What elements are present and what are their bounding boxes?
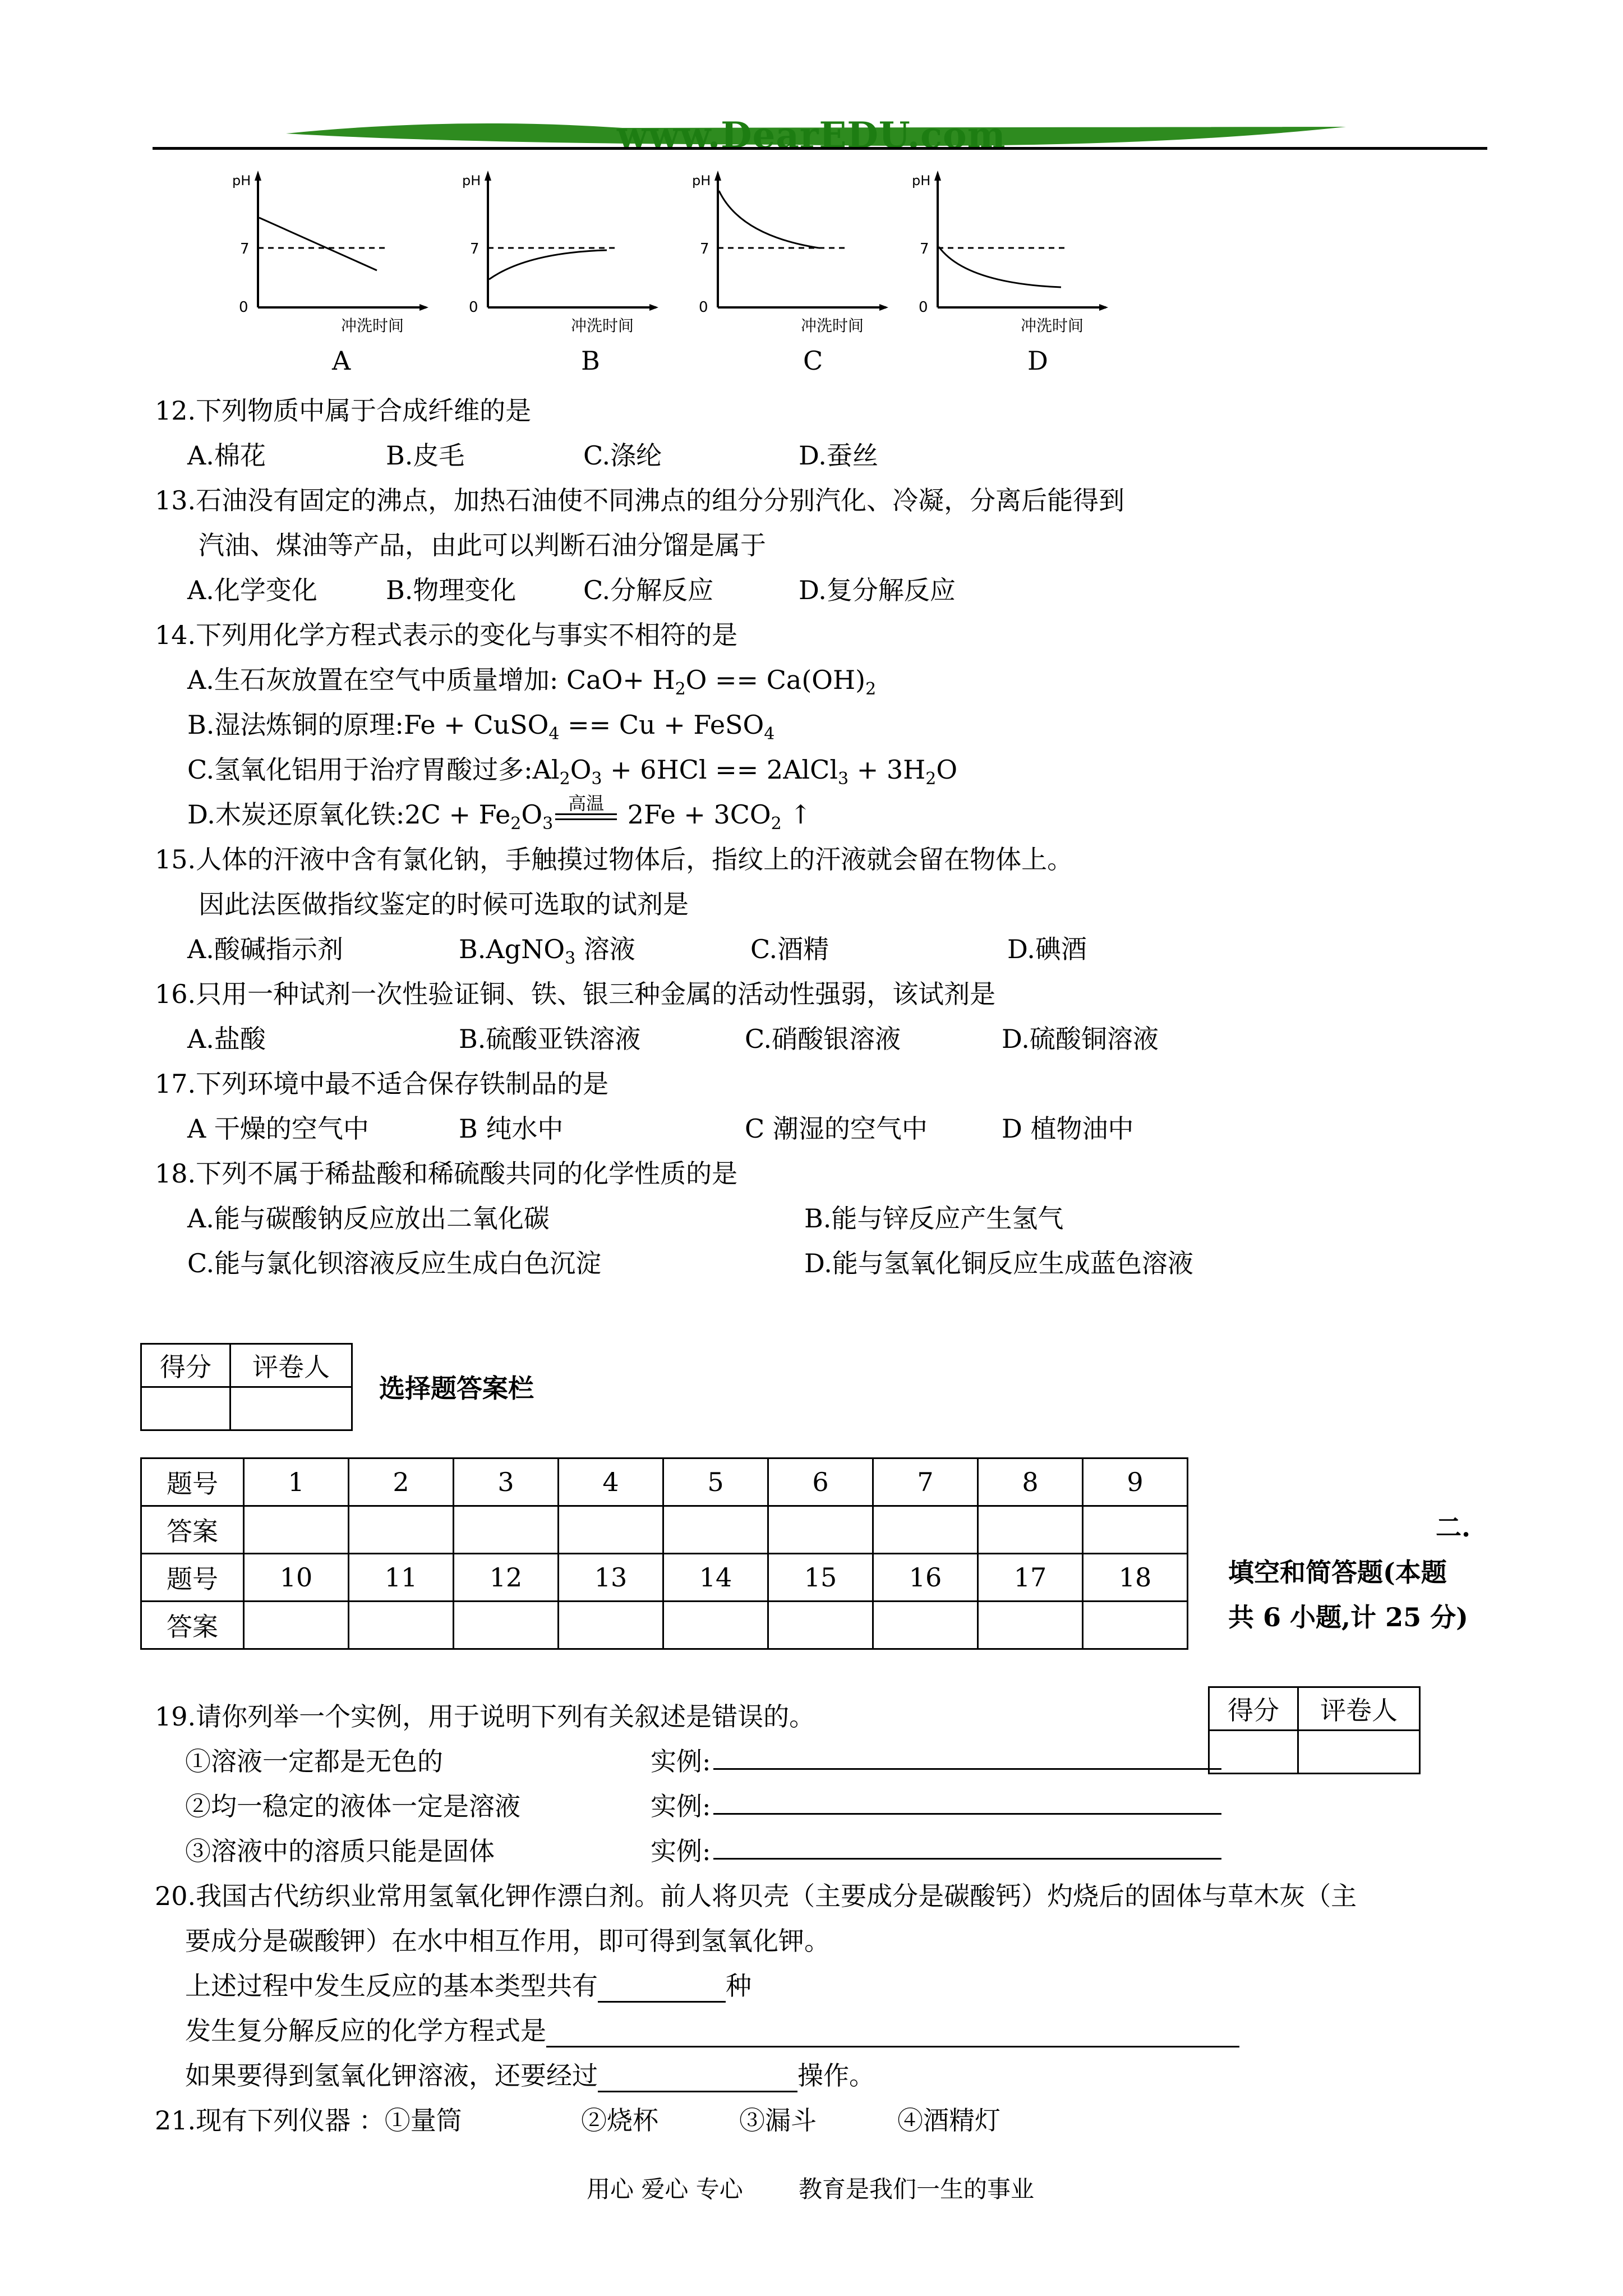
q-number: 5 [663, 1458, 768, 1506]
graph-label-b: B [581, 346, 600, 376]
q-number: 10 [244, 1554, 349, 1602]
ph-graphs [230, 168, 1352, 337]
q21-stem: 21.现有下列仪器 ：①量筒 [155, 2105, 462, 2136]
q19-example-blank-3[interactable] [713, 1858, 1221, 1860]
q17-option-b: B 纯水中 [459, 1114, 564, 1144]
q20-blank-operation[interactable] [598, 2070, 797, 2092]
row-label-answer: 答案 [141, 1602, 244, 1649]
answer-cell[interactable] [1083, 1506, 1188, 1554]
graph-a-tick-7: 7 [240, 241, 250, 257]
answer-cell[interactable] [663, 1506, 768, 1554]
q19-example-label-3: 实例: [651, 1836, 711, 1866]
graph-c-y-label: pH [692, 173, 711, 188]
q-number: 6 [768, 1458, 873, 1506]
q-number: 9 [1083, 1458, 1188, 1506]
q20-blank-equation[interactable] [546, 2026, 1239, 2047]
graph-d-y-label: pH [912, 173, 931, 188]
q14-option-c: C.氢氧化铝用于治疗胃酸过多$:Al_2O_3 + 6HCl$ == 2AlCl$_3$ + $3H_2O$ [187, 754, 958, 789]
graph-a-x-arrow [419, 304, 428, 311]
q12-option-a: A.棉花 [187, 440, 266, 471]
q19-item-1: ①溶液一定都是无色的 [185, 1746, 443, 1777]
graph-c-y-arrow [714, 171, 721, 181]
q21-item-2: ②烧杯 [581, 2105, 658, 2136]
q12-stem: 12.下列物质中属于合成纤维的是 [155, 395, 532, 426]
q-number: 4 [559, 1458, 663, 1506]
q-number: 16 [873, 1554, 978, 1602]
q-number: 2 [349, 1458, 454, 1506]
q-number: 15 [768, 1554, 873, 1602]
q-number: 13 [559, 1554, 663, 1602]
answer-cell[interactable] [454, 1602, 559, 1649]
q20-stem: 20.我国古代纺织业常用氢氧化钾作漂白剂。前人将贝壳（主要成分是碳酸钙）灼烧后的固体与草木灰（主 [155, 1881, 1357, 1911]
site-logo: www.DearEDU.com [617, 114, 1006, 157]
graph-d-y-arrow [934, 171, 941, 181]
answer-cell[interactable] [559, 1506, 663, 1554]
graph-c-x-label: 冲洗时间 [801, 316, 864, 335]
graph-c-origin: 0 [699, 299, 708, 316]
graph-b-x-label: 冲洗时间 [571, 316, 634, 335]
graph-c-x-arrow [879, 304, 888, 311]
q12-option-b: B.皮毛 [386, 440, 465, 471]
q-number: 3 [454, 1458, 559, 1506]
q13-option-a: A.化学变化 [187, 575, 317, 605]
answer-grid [140, 1457, 1188, 1650]
section2-title: 填空和简答题(本题 [1228, 1557, 1447, 1588]
q-number: 11 [349, 1554, 454, 1602]
q19-stem: 19.请你列举一个实例，用于说明下列有关叙述是错误的。 [155, 1701, 815, 1732]
q-number: 7 [873, 1458, 978, 1506]
grader-cell[interactable] [1298, 1731, 1420, 1774]
answer-cell[interactable] [663, 1602, 768, 1649]
q16-option-b: B.硫酸亚铁溶液 [459, 1024, 641, 1054]
header-rule [153, 147, 1487, 150]
q13-option-b: B.物理变化 [386, 575, 517, 605]
answer-cell[interactable] [768, 1602, 873, 1649]
graph-c-tick-7: 7 [700, 241, 709, 257]
q19-item-2: ②均一稳定的液体一定是溶液 [185, 1791, 520, 1821]
q13-stem-cont: 汽油、煤油等产品，由此可以判断石油分馏是属于 [199, 530, 766, 560]
graph-a-origin: 0 [239, 299, 248, 316]
grader-label: 评卷人 [1298, 1687, 1420, 1731]
graph-a-x-label: 冲洗时间 [341, 316, 404, 335]
q-number: 1 [244, 1458, 349, 1506]
q20-line2: 发生复分解反应的化学方程式是 [185, 2010, 1239, 2047]
q18-option-b: B.能与锌反应产生氢气 [804, 1203, 1064, 1234]
answer-cell[interactable] [244, 1602, 349, 1649]
q-number: 17 [978, 1554, 1083, 1602]
q12-option-d: D.蚕丝 [799, 440, 878, 471]
answer-cell[interactable] [559, 1602, 663, 1649]
q-number: 8 [978, 1458, 1083, 1506]
q17-option-c: C 潮湿的空气中 [745, 1114, 928, 1144]
answer-cell[interactable] [349, 1506, 454, 1554]
answer-section-title: 选择题答案栏 [379, 1373, 534, 1404]
q13-stem: 13.石油没有固定的沸点，加热石油使不同沸点的组分分别汽化、冷凝，分离后能得到 [155, 485, 1125, 516]
score-label: 得分 [1209, 1687, 1298, 1731]
q17-option-d: D 植物油中 [1002, 1114, 1134, 1144]
answer-cell[interactable] [1083, 1602, 1188, 1649]
q17-option-a: A 干燥的空气中 [187, 1114, 369, 1144]
row-label-number: 题号 [141, 1554, 244, 1602]
row-label-answer: 答案 [141, 1506, 244, 1554]
q-number: 18 [1083, 1554, 1188, 1602]
q14-option-b: B.湿法炼铜的原理:Fe + CuSO$_4$ == Cu + FeSO$_4$ [187, 710, 775, 744]
q13-option-c: C.分解反应 [583, 575, 714, 605]
grader-cell[interactable] [230, 1387, 352, 1430]
q20-line1: 上述过程中发生反应的基本类型共有 种 [185, 1966, 751, 2003]
answer-cell[interactable] [454, 1506, 559, 1554]
q16-stem: 16.只用一种试剂一次性验证铜、铁、银三种金属的活动性强弱，该试剂是 [155, 979, 996, 1009]
q16-option-d: D.硫酸铜溶液 [1002, 1024, 1159, 1054]
graph-d-x-label: 冲洗时间 [1021, 316, 1084, 335]
q-number: 14 [663, 1554, 768, 1602]
row-label-number: 题号 [141, 1458, 244, 1506]
graph-b-x-arrow [649, 304, 658, 311]
answer-cell[interactable] [873, 1506, 978, 1554]
q21-item-4: ④酒精灯 [897, 2105, 1000, 2136]
graph-b-tick-7: 7 [470, 241, 479, 257]
graph-c-ph-curve [719, 191, 819, 248]
q18-option-a: A.能与碳酸钠反应放出二氧化碳 [187, 1203, 550, 1234]
q19-example-label-1: 实例: [651, 1746, 711, 1777]
graph-b-y-arrow [485, 171, 491, 181]
graph-d-ph-curve [939, 247, 1061, 287]
q19-item-3: ③溶液中的溶质只能是固体 [185, 1836, 495, 1866]
footer-motto-left: 用心 爱心 专心 [587, 2175, 743, 2203]
q15-option-b: B.AgNO$_3$ 溶液 [459, 934, 635, 968]
q20-line3: 如果要得到氢氧化钾溶液，还要经过 操作。 [185, 2055, 875, 2092]
graph-label-d: D [1027, 346, 1048, 376]
q-number: 12 [454, 1554, 559, 1602]
q14-option-d: D.木炭还原氧化铁:2C + $Fe_2O_3$ 高温 $2Fe + 3CO_2$ ↑ [187, 794, 811, 831]
answer-cell[interactable] [873, 1602, 978, 1649]
q19-example-label-2: 实例: [651, 1791, 711, 1821]
graph-d-tick-7: 7 [920, 241, 929, 257]
q15-option-c: C.酒精 [750, 934, 829, 964]
q18-option-c: C.能与氯化钡溶液反应生成白色沉淀 [187, 1248, 602, 1278]
section2-subtitle: 共 6 小题,计 25 分) [1228, 1602, 1468, 1632]
q12-option-c: C.涤纶 [583, 440, 662, 471]
q15-stem: 15.人体的汗液中含有氯化钠，手触摸过物体后，指纹上的汗液就会留在物体上。 [155, 844, 1073, 875]
graph-d-origin: 0 [919, 299, 928, 316]
answer-cell[interactable] [349, 1602, 454, 1649]
q20-stem-cont: 要成分是碳酸钾）在水中相互作用，即可得到氢氧化钾。 [185, 1926, 830, 1956]
graph-d-x-arrow [1099, 304, 1108, 311]
graph-a-y-label: pH [232, 173, 251, 188]
q20-blank-count[interactable] [598, 1981, 726, 2003]
answer-cell[interactable] [978, 1602, 1083, 1649]
q18-option-d: D.能与氢氧化铜反应生成蓝色溶液 [804, 1248, 1193, 1278]
answer-cell[interactable] [244, 1506, 349, 1554]
graph-label-c: C [803, 346, 823, 376]
q21-item-3: ③漏斗 [739, 2105, 817, 2136]
q13-option-d: D.复分解反应 [799, 575, 956, 605]
grader-label: 评卷人 [230, 1344, 352, 1387]
answer-cell[interactable] [978, 1506, 1083, 1554]
graph-a-y-arrow [255, 171, 261, 181]
q19-example-blank-1[interactable] [713, 1768, 1221, 1770]
score-cell[interactable] [141, 1387, 230, 1430]
q15-option-d: D.碘酒 [1007, 934, 1087, 964]
q17-stem: 17.下列环境中最不适合保存铁制品的是 [155, 1069, 609, 1099]
graph-label-a: A [332, 346, 351, 376]
graph-b-y-label: pH [462, 173, 481, 188]
score-label: 得分 [141, 1344, 230, 1387]
section2-number: 二. [1436, 1512, 1471, 1543]
graph-a-ph-curve [259, 218, 377, 270]
score-box-1 [140, 1343, 353, 1431]
q16-option-a: A.盐酸 [187, 1024, 266, 1054]
q16-option-c: C.硝酸银溶液 [745, 1024, 901, 1054]
graph-b-origin: 0 [469, 299, 478, 316]
footer-motto-right: 教育是我们一生的事业 [799, 2175, 1035, 2203]
score-box-2 [1208, 1686, 1421, 1774]
q18-stem: 18.下列不属于稀盐酸和稀硫酸共同的化学性质的是 [155, 1158, 738, 1189]
q15-stem-cont: 因此法医做指纹鉴定的时候可选取的试剂是 [199, 889, 689, 919]
graph-b-ph-curve [489, 250, 607, 279]
q14-option-a: A.生石灰放置在空气中质量增加: $CaO+ H_2O == Ca(OH)_2$ [187, 665, 877, 699]
q14-d-condition: 高温 [568, 793, 605, 814]
q15-option-a: A.酸碱指示剂 [187, 934, 343, 964]
answer-cell[interactable] [768, 1506, 873, 1554]
q19-example-blank-2[interactable] [713, 1813, 1221, 1815]
score-cell[interactable] [1209, 1731, 1298, 1774]
q14-stem: 14.下列用化学方程式表示的变化与事实不相符的是 [155, 620, 738, 650]
